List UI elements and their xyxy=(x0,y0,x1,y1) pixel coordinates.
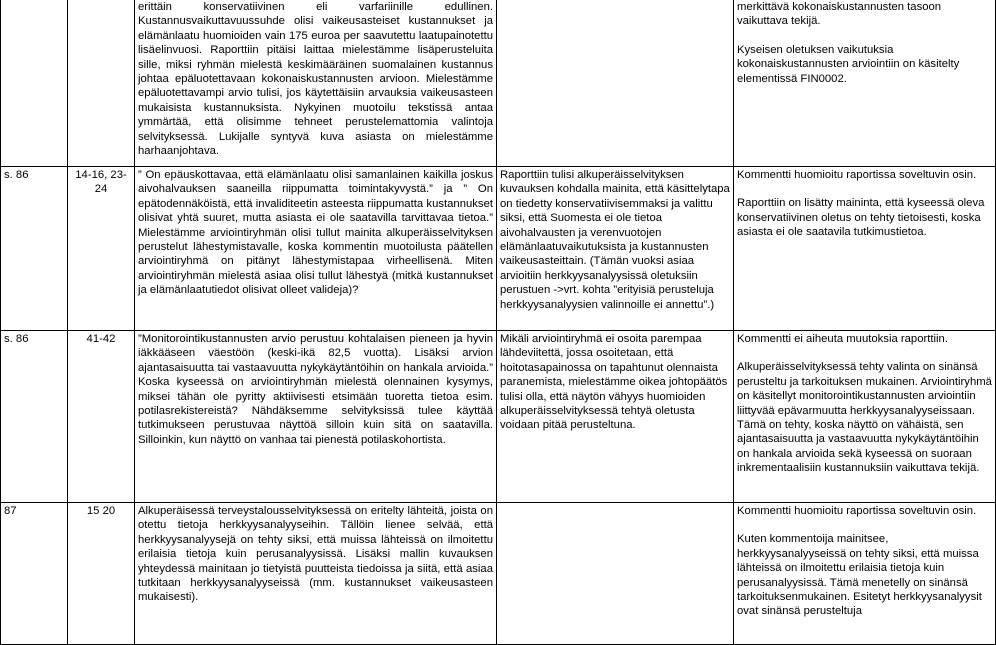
response-paragraph: Kommentti ei aiheuta muutoksia raporttiin. xyxy=(737,333,948,345)
comment-text-cell xyxy=(135,503,497,645)
response-cell xyxy=(734,167,996,331)
comment-text: erittäin konservatiivinen eli varfariinille edullinen. Kustannusvaikuttavuussuhde olisi vaikeusasteiset kustannukset ja elämänlaatu huomioiden vain 175 euroa per saavutettu laatupainotettu lisäelinvuosi. Raporttiin pitäisi laittaa mielestämme lisäperusteluita sille, miksi ryhmän mielestä keskimääräinen suomalainen kustannus johtaa epäluotettavaan kokonaiskustannusten arvioon. Mielestämme epäluotettavampi arvio tulisi, jos käytettäisiin arvauksia vaikeusasteen mukaisista kustannuksista. Nykyinen muotoilu tekstissä antaa ymmärtää, että olisimme tehneet perustelemattomia valintoja selvityksessä. Lukijalle syntyvä kuva asiasta on mielestämme harhaanjohtava. xyxy=(138,1,493,158)
response-paragraph: Kyseisen oletuksen vaikutuksia kokonaiskustannusten arviointiin on käsitelty elementissä FIN0002. xyxy=(737,43,960,85)
page-lines-cell: 14-16, 23-24 xyxy=(68,167,135,331)
response-cell xyxy=(734,503,996,645)
reply-cell xyxy=(497,0,734,167)
comment-text: ”Monitorointikustannusten arvio perustuu kohtalaisen pieneen ja hyvin iäkkääseen väestöön (keski-ikä 82,5 vuotta). Lisäksi arvion ajantasaisuutta tai vastaavuutta nykykäytäntöihin on hankala arvioida.” Koska kyseessä on arviointiryhmän mielestä olennainen kysymys, miksei tähän ole pyritty aktiivisesti etsimään tuoretta tietoa esim. potilasrekistereistä? Nähdäksemme selvityksissä tulee käyttää tutkimukseen perustuvaa näyttöä silloin kuin sitä on saatavilla. Silloinkin, kun näyttö on vanhaa tai pienestä potilaskohortista. xyxy=(138,333,493,446)
reply-cell: Mikäli arviointiryhmä ei osoita parempaa lähdeviitettä, jossa osoitetaan, että hoitotasapainossa on tapahtunut olennaista paranemista, mielestämme oikea johtopäätös tulisi olla, että näytön vähyys huomioiden alkuperäisselvityksessä tehtyä oletusta voidaan pitää perusteltuna. xyxy=(497,331,734,503)
table-row xyxy=(1,0,996,167)
response-paragraph: merkittävä kokonaiskustannusten tasoon vaikuttava tekijä. xyxy=(737,1,942,28)
table-row xyxy=(1,503,996,645)
page-lines-cell xyxy=(68,0,135,167)
comment-text: Alkuperäisessä terveystalousselvityksessä on eritelty lähteitä, joista on otettu tietoja herkkyysanalyyseihin. Tällöin lienee selvää, että herkkyysanalyysejä on tehty siksi, että muissa lähteissä on ilmoitettu erilaisia tietoja kuin perusanalyysissä. Lisäksi mallin kuvauksen yhteydessä mainitaan jo tietyistä puutteista tiedoissa ja siitä, että asiaa tutkitaan herkkyysanalyyseissä (mm. kustannukset vaikeusasteen mukaisesti). xyxy=(138,505,493,604)
section-cell: 87 xyxy=(1,503,68,645)
section-cell: s. 86 xyxy=(1,167,68,331)
reply-cell xyxy=(497,503,734,645)
page-lines-cell: 15 20 xyxy=(68,503,135,645)
section-cell xyxy=(1,0,68,167)
response-cell xyxy=(734,0,996,167)
response-paragraph: Alkuperäisselvityksessä tehty valinta on sinänsä perusteltu ja tarkoituksen mukainen. Arviointiryhmä on käsitellyt monitorointikustannusten arviointiin liittyvää epävarmuutta herkkyysanalyyseissaan. Tämä on tehty, koska näyttö on vähäistä, sen ajantasaisuutta ja vastaavuutta nykykäytäntöihin on hankala arvioida sekä kyseessä on suoraan inkrementaalisiin kustannuksiin vaikuttava tekijä. xyxy=(737,361,992,475)
response-paragraph: Kommentti huomioitu raportissa soveltuvin osin. xyxy=(737,169,977,181)
comment-text-cell xyxy=(135,167,497,331)
comment-text-cell xyxy=(135,0,497,167)
reply-cell: Raporttiin tulisi alkuperäisselvityksen kuvauksen kohdalla mainita, että käsittelytapa on tiedetty konservatiivisemmaksi ja valittu siksi, että Suomesta ei ole tietoa aivohalvausten ja verenvuotojen elämänlaatuvaikutuksista ja kustannusten vaikeusasteittain. (Tämän vuoksi asiaa arvioitiin herkkyysanalyysissä oletuksiin perustuen ->vrt. kohta ”erityisiä perusteluja herkkyysanalyysien valinnoille ei annettu”.) xyxy=(497,167,734,331)
table-row xyxy=(1,331,996,503)
table-row xyxy=(1,167,996,331)
comment-text-cell xyxy=(135,331,497,503)
response-paragraph: Kuten kommentoija mainitsee, herkkyysanalyyseissä on tehty siksi, että muissa lähteissä on ilmoitettu erilaisia tietoja kuin perusanalyysissä. Tämä menetelly on sinänsä tarkoituksenmukainen. Esitetyt herkkyysanalyysit ovat sinänsä perusteltuja xyxy=(737,533,982,618)
response-paragraph: Raporttiin on lisätty maininta, että kyseessä oleva konservatiivinen oletus on tehty tietoisesti, koska asiasta ei ole saatavila tutkimustietoa. xyxy=(737,197,985,239)
section-cell: s. 86 xyxy=(1,331,68,503)
response-paragraph: Kommentti huomioitu raportissa soveltuvin osin. xyxy=(737,505,977,517)
page-lines-cell: 41-42 xyxy=(68,331,135,503)
comment-text: ” On epäuskottavaa, että elämänlaatu olisi samanlainen kaikilla joskus aivohalvauksen saaneilla riippumatta toimintakyvystä.” ja ” On epätodennäköistä, että invaliditeetin asteesta riippumatta kustannukset olisivat yhtä suuret, mutta asiasta ei ole saatavilla tarvittavaa tietoa.” Mielestämme arviointiryhmän olisi tullut mainita alkuperäisselvityksen perustelut lähestymistavalle, koska kommentin muotoilusta päätellen arviointiryhmä on pitänyt lähestymistapaa virheellisenä. Miten arviointiryhmän mielestä asiaa olisi tullut lähestyä (mitkä kustannukset ja elämänlaatutiedot olisivat olleet valideja)? xyxy=(138,169,493,297)
response-cell xyxy=(734,331,996,503)
